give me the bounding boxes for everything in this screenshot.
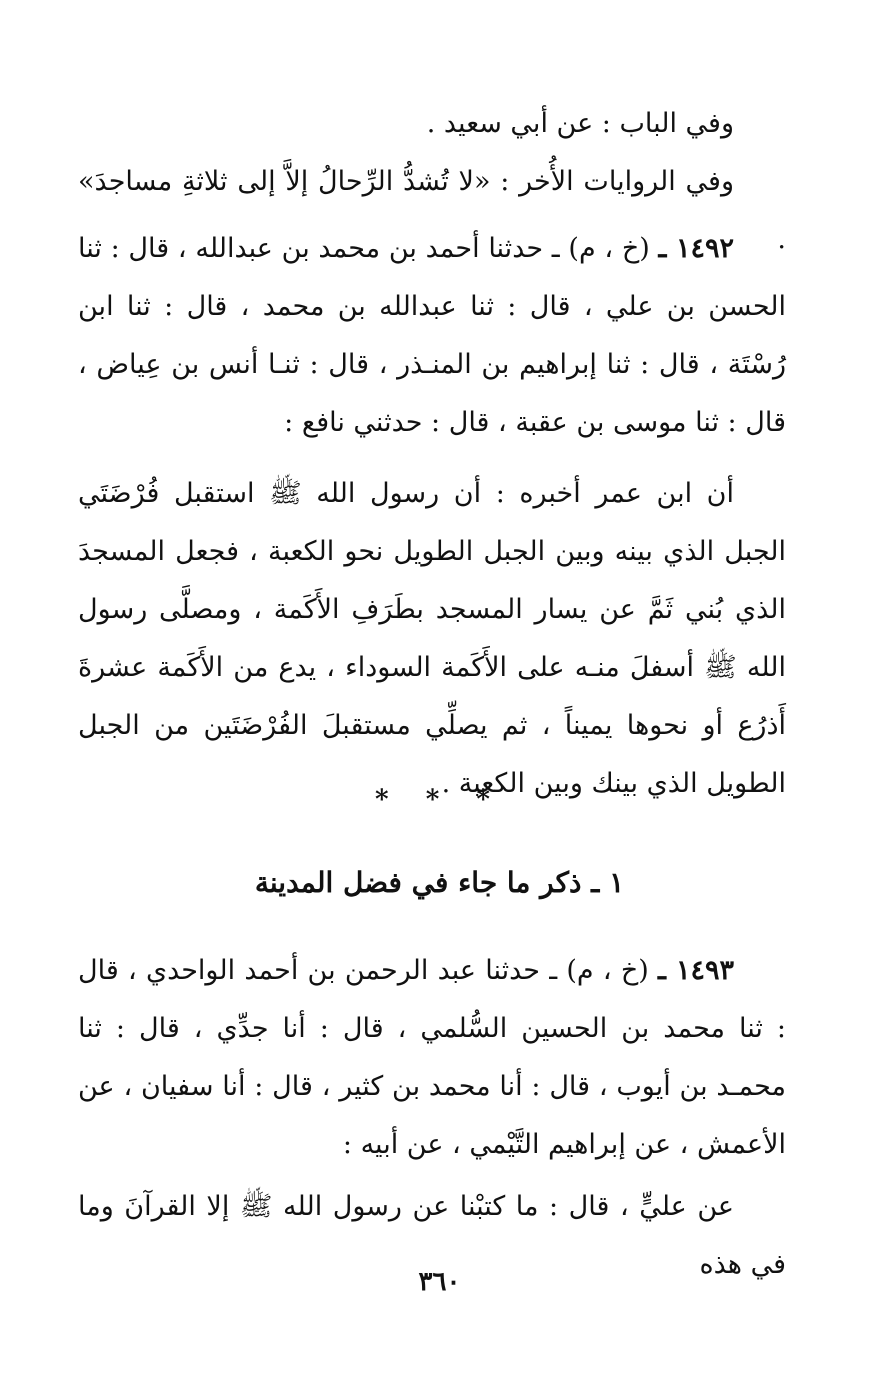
hadith-1493-text: عن عليٍّ ، قال : ما كتبْنا عن رسول الله ﷺ إلا القرآنَ وما في هذه (78, 1191, 786, 1280)
hadith-number: ١٤٩٣ ـ (658, 955, 734, 986)
chapter-note-line: وفي الباب : عن أبي سعيد . (426, 108, 734, 139)
hadith-1492-chain (78, 220, 786, 452)
section-heading: ١ ـ ذكر ما جاء في فضل المدينة (254, 866, 625, 899)
hadith-1492-text: أن ابن عمر أخبره : أن رسول الله ﷺ استقبل فُرْضَتَي الجبل الذي بينه وبين الجبل الطويل نحو الكعبة ، فجعل المسجدَ الذي بُني ثَمَّ عن يسار المسجد بطَرَفِ الأَكَمة ، ومصلَّى رسول الله ﷺ أسفلَ منـه على الأَكَمة السوداء ، يدع من الأَكَمة عشرةَ أَذرُع أو نحوها يميناً ، ثم يصلِّي مستقبلَ الفُرْضَتَين من الجبل الطويل الذي بينك وبين الكعبة . (78, 478, 786, 799)
hadith-1493-chain (78, 942, 786, 1174)
narrations-note-line: وفي الروايات الأُخر : «لا تُشدُّ الرِّحالُ إلاَّ إلى ثلاثةِ مساجدَ» . (78, 166, 786, 255)
page-number: ٣٦٠ (418, 1267, 461, 1297)
isnad-text: (خ ، م) ـ حدثنا عبد الرحمن بن أحمد الواحدي ، قال : ثنا محمد بن الحسين السُّلمي ، قال : أنا جدِّي ، قال : ثنا محمـد بن أيوب ، قال : أنا محمد بن كثير ، قال : أنا سفيان ، عن الأعمش ، عن إبراهيم التَّيْمي ، عن أبيه : (78, 955, 786, 1160)
section-separator: * * * (375, 785, 504, 815)
hadith-number: ١٤٩٢ ـ (658, 233, 734, 264)
isnad-text: (خ ، م) ـ حدثنا أحمد بن محمد بن عبدالله ، قال : ثنا الحسن بن علي ، قال : ثنا عبدالله بن محمد ، قال : ثنا ابن رُسْتَة ، قال : ثنا إبراهيم بن المنـذر ، قال : ثنـا أنس بن عِياض ، قال : ثنا موسى بن عقبة ، قال : حدثني نافع : (78, 233, 786, 438)
